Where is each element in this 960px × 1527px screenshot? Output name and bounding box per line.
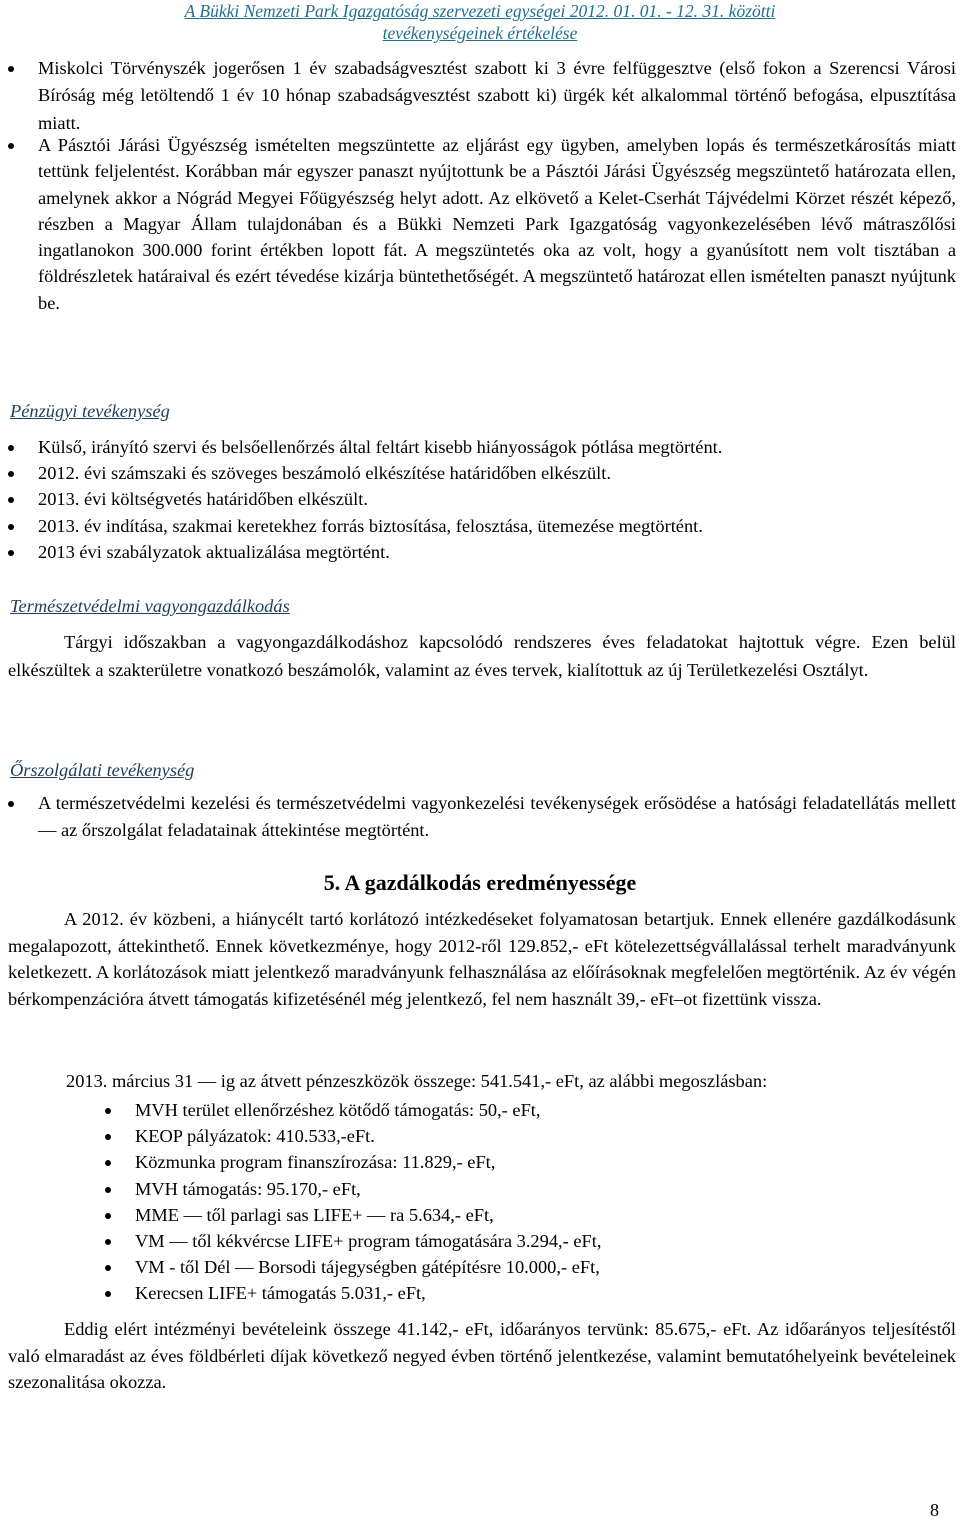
gazdalkodas-paragraph-3: Eddig elért intézményi bevételeink összege 41.142,- eFt, időarányos tervünk: 85.675,- eFt. Az időarányos teljesítéstől való elmaradást az éves földbérleti díjak következő negyed évben történő jelentkezése, valamint bemutatóhelyeink bevételeinek szezonalitása okozza. bbox=[8, 1319, 956, 1393]
orszolgalati-list bbox=[8, 790, 956, 843]
section-title-vagyongazdalkodas: Természetvédelmi vagyongazdálkodás bbox=[10, 596, 290, 616]
list-item: KEOP pályázatok: 410.533,-eFt. bbox=[8, 1123, 956, 1149]
bullet-block-prosecution bbox=[8, 132, 956, 316]
list-item: Kerecsen LIFE+ támogatás 5.031,- eFt, bbox=[8, 1280, 956, 1306]
bullet-block-court bbox=[8, 55, 956, 137]
section-title-penzugyi: Pénzügyi tevékenység bbox=[10, 401, 170, 421]
list-item: 2012. évi számszaki és szöveges beszámoló elkészítése határidőben elkészült. bbox=[8, 460, 956, 486]
header-line-1: A Bükki Nemzeti Park Igazgatóság szervezeti egységei 2012. 01. 01. - 12. 31. közötti bbox=[184, 1, 776, 21]
funding-list bbox=[8, 1097, 956, 1307]
list-item: Miskolci Törvényszék jogerősen 1 év szabadságvesztést szabott ki 3 évre felfüggesztve (első fokon a Szerencsi Városi Bíróság még letöltendő 1 év 10 hónap szabadságvesztést szabott ki) ürgék két alkalommal történő befogása, elpusztítása miatt. bbox=[8, 55, 956, 137]
list-item: MVH terület ellenőrzéshez kötődő támogatás: 50,- eFt, bbox=[8, 1097, 956, 1123]
list-item: 2013. évi költségvetés határidőben elkészült. bbox=[8, 486, 956, 512]
list-item: A Pásztói Járási Ügyészség ismételten megszüntette az eljárást egy ügyben, amelyben lopás és természetkárosítás miatt tettünk feljelentést. Korábban már egyszer panaszt nyújtottunk be a Pásztói Járási Ügyészség megszüntető határozata ellen, amelynek akkor a Nógrád Megyei Főügyészség helyt adott. Az elkövető a Kelet-Cserhát Tájvédelmi Körzet részét képező, részben a Magyar Állam tulajdonában és a Bükki Nemzeti Park Igazgatóság vagyonkezelésében lévő mátraszőlősi ingatlanokon 300.000 forint értékben lopott fát. A megszüntetés oka az volt, hogy a gyanúsított nem volt tisztában a földrészletek határaival és ezért tévedése kizárja büntethetőségét. A megszüntető határozat ellen ismételten panaszt nyújtunk be. bbox=[8, 132, 956, 316]
list-item: A természetvédelmi kezelési és természetvédelmi vagyonkezelési tevékenységek erősödése a hatósági feladatellátás mellett — az őrszolgálat feladatainak áttekintése megtörtént. bbox=[8, 790, 956, 843]
list-item: MME — től parlagi sas LIFE+ — ra 5.634,- eFt, bbox=[8, 1202, 956, 1228]
list-item: 2013. év indítása, szakmai keretekhez forrás biztosítása, felosztása, ütemezése megtörtént. bbox=[8, 513, 956, 539]
list-item: 2013 évi szabályzatok aktualizálása megtörtént. bbox=[8, 539, 956, 565]
page-number: 8 bbox=[930, 1500, 939, 1520]
vagyongazdalkodas-paragraph: Tárgyi időszakban a vagyongazdálkodáshoz kapcsolódó rendszeres éves feladatokat hajtottuk végre. Ezen belül elkészültek a szakterületre vonatkozó beszámolók, valamint az éves tervek, kialítottuk az új Területkezelési Osztályt. bbox=[8, 632, 956, 680]
list-item: Közmunka program finanszírozása: 11.829,- eFt, bbox=[8, 1149, 956, 1175]
header-line-2: tevékenységeinek értékelése bbox=[382, 23, 578, 43]
list-item: VM — től kékvércse LIFE+ program támogatására 3.294,- eFt, bbox=[8, 1228, 956, 1254]
gazdalkodas-paragraph-2: 2013. március 31 — ig az átvett pénzeszközök összege: 541.541,- eFt, az alábbi megoszlásban: bbox=[66, 1071, 768, 1091]
list-item: MVH támogatás: 95.170,- eFt, bbox=[8, 1176, 956, 1202]
gazdalkodas-paragraph-1: A 2012. év közbeni, a hiánycélt tartó korlátozó intézkedéseket folyamatosan betartjuk. Ennek ellenére gazdálkodásunk megalapozott, áttekinthető. Ennek következménye, hogy 2012-ről 129.852,- eFt kötelezettségvállalással terhelt maradványunk keletkezett. A korlátozások miatt jelentkező maradványunk felhasználása az előírásoknak megfelelően megtörténik. Az év végén bérkompenzációra átvett támogatás kifizetésénél még jelentkező, fel nem használt 39,- eFt–ot fizettünk vissza. bbox=[8, 909, 956, 1010]
page-header bbox=[0, 0, 960, 44]
list-item: Külső, irányító szervi és belsőellenőrzés által feltárt kisebb hiányosságok pótlása megtörtént. bbox=[8, 434, 956, 460]
section-heading-gazdalkodas: 5. A gazdálkodás eredményessége bbox=[323, 870, 637, 895]
list-item: VM - től Dél — Borsodi tájegységben gátépítésre 10.000,- eFt, bbox=[8, 1254, 956, 1280]
section-title-orszolgalati: Őrszolgálati tevékenység bbox=[10, 760, 195, 780]
penzugyi-list bbox=[8, 434, 956, 565]
